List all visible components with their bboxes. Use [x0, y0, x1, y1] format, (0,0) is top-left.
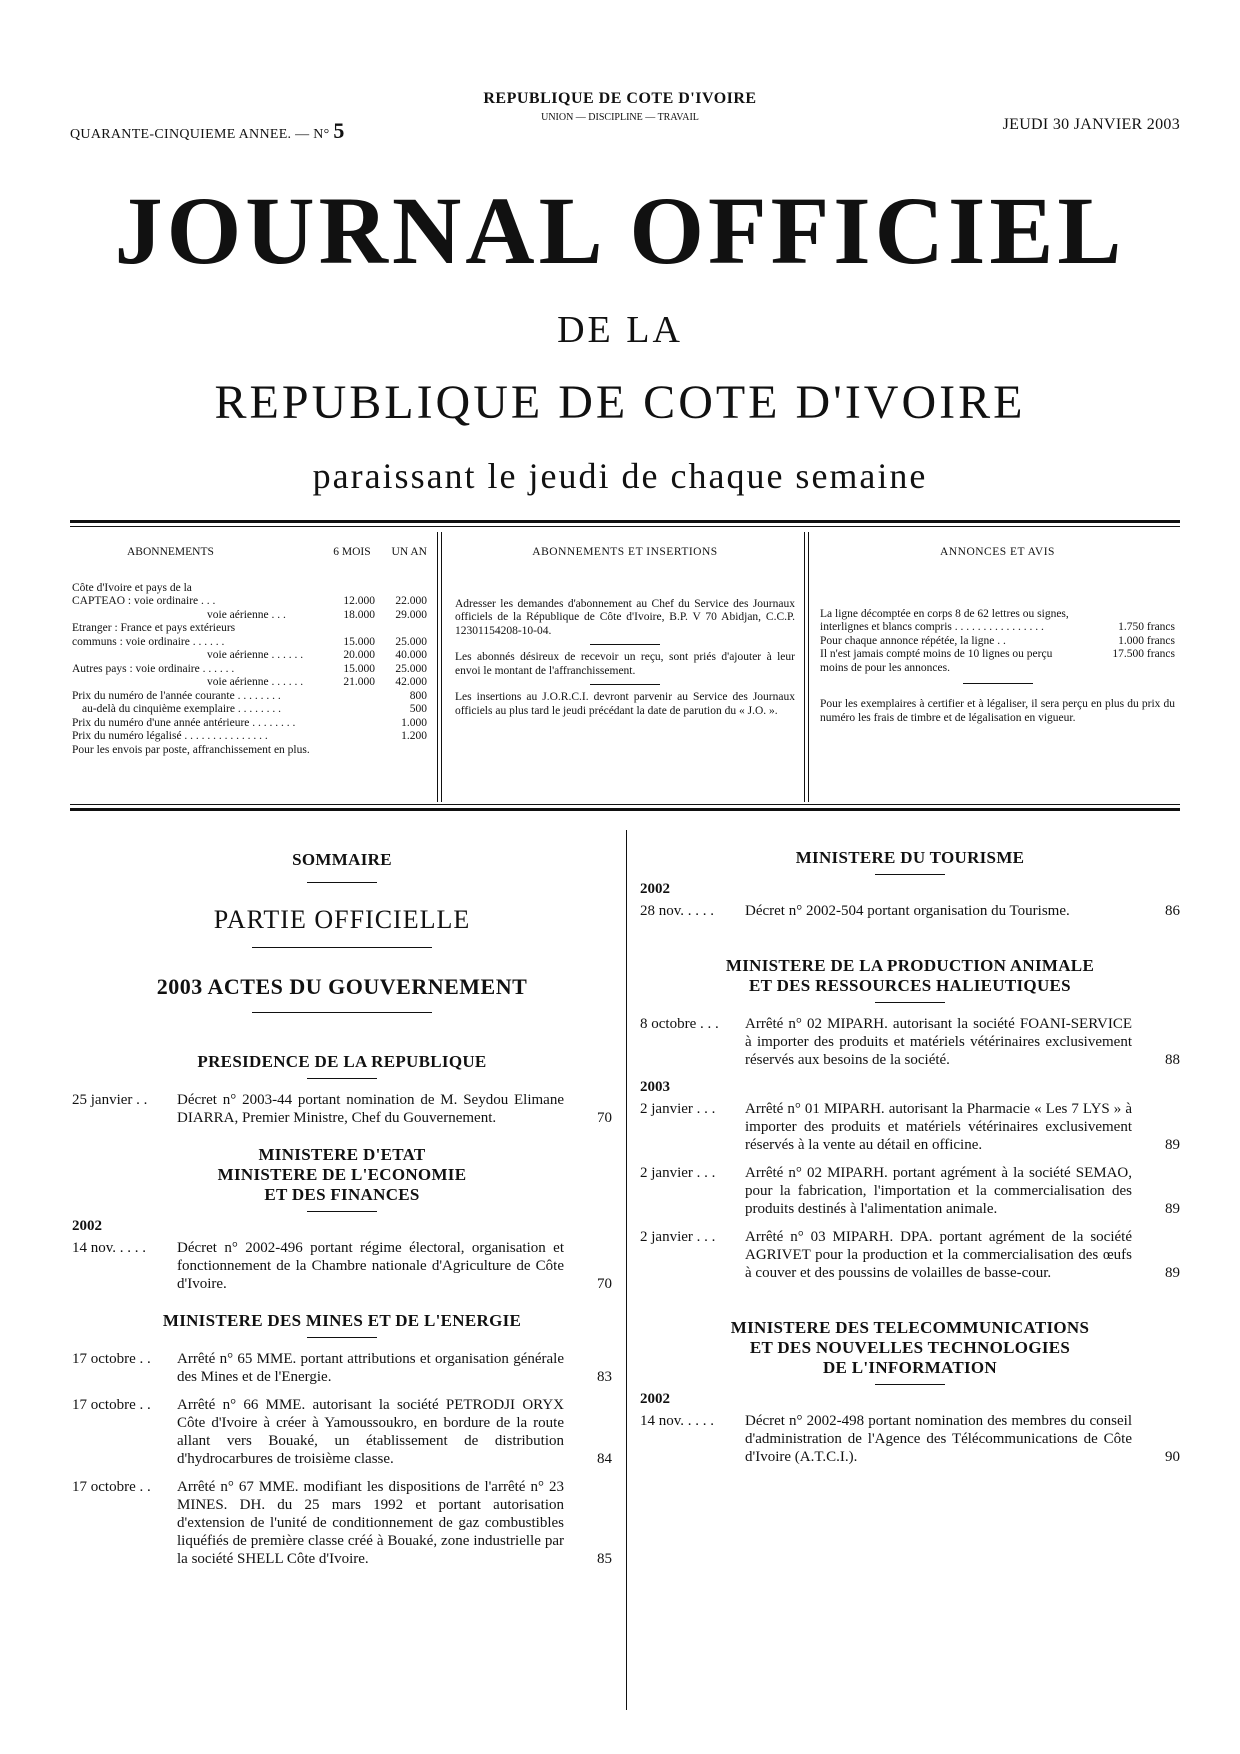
- toc-section-rule: [307, 1337, 377, 1338]
- toc-section-title: [72, 1052, 612, 1072]
- toc-entry-page: 70: [597, 1110, 612, 1126]
- actes-gouvernement: 2003 ACTES DU GOUVERNEMENT: [156, 974, 528, 999]
- toc-entry-date: 28 nov. . . . .: [640, 903, 715, 919]
- toc-section-title-line: MINISTERE DES MINES ET DE L'ENERGIE: [162, 1311, 522, 1330]
- toc-left-column: [72, 1052, 612, 1578]
- toc-section-title-line: ET DES RESSOURCES HALIEUTIQUES: [749, 976, 1071, 995]
- toc-entry-date: 14 nov. . . . .: [72, 1240, 147, 1256]
- toc-entry-text: Arrêté n° 03 MIPARH. DPA. portant agrément de la société AGRIVET pour la production et la commercialisation des œufs à couver et des poussins de volailles de basse-cour.: [745, 1229, 1132, 1281]
- toc-section-title-line: MINISTERE D'ETAT: [258, 1145, 426, 1164]
- issue-date: JEUDI 30 JANVIER 2003: [1002, 116, 1180, 133]
- toc-entry[interactable]: [72, 1478, 612, 1568]
- subscription-row: [72, 622, 427, 636]
- subscription-an: 25.000: [395, 662, 427, 675]
- toc-section-title-line: ET DES NOUVELLES TECHNOLOGIES: [749, 1338, 1071, 1357]
- subscription-label: communs : voie ordinaire . . . . . .: [72, 635, 225, 648]
- partie-rule: [252, 947, 432, 948]
- republic-header: [420, 90, 820, 123]
- de-la: DE LA: [557, 309, 683, 351]
- toc-entry-date: 2 janvier . . .: [640, 1165, 716, 1181]
- toc-entry-text: Arrêté n° 02 MIPARH. portant agrément à la société SEMAO, pour la fabrication, l'importation et la commercialisation des produits destinés à l'alimentation animale.: [745, 1165, 1132, 1217]
- rule-top-thin: [70, 526, 1180, 527]
- toc-entry-page: 90: [1165, 1449, 1180, 1465]
- toc-section: [72, 1052, 612, 1127]
- col-6mois: 6 MOIS: [333, 546, 371, 558]
- subscription-an: 25.000: [395, 635, 427, 648]
- subscription-row: [72, 717, 427, 731]
- toc-entry[interactable]: [72, 1350, 612, 1386]
- subscriptions-rows: [72, 595, 427, 744]
- toc-right-column: [640, 848, 1180, 1476]
- toc-section-rule: [875, 1002, 945, 1003]
- toc-section-title-line: MINISTERE DES TELECOMMUNICATIONS: [730, 1318, 1090, 1337]
- insertions-rule-1: [590, 644, 660, 645]
- subscription-row: [72, 595, 427, 609]
- annonces-heading: ANNONCES ET AVIS: [940, 546, 1055, 558]
- toc-entry[interactable]: [72, 1396, 612, 1468]
- toc-entry[interactable]: [72, 1091, 612, 1127]
- annonces-l3: Il n'est jamais compté moins de 10 lignes ou perçu moins de pour les annonces.: [820, 648, 1053, 674]
- toc-entry-page: 70: [597, 1276, 612, 1292]
- toc-year: 2002: [640, 881, 670, 897]
- annonces-v1: 1.750 francs: [1118, 621, 1175, 633]
- toc-entry[interactable]: [640, 902, 1180, 920]
- subscription-6mois: [327, 703, 375, 717]
- box-divider-1: [437, 532, 438, 802]
- toc-entry-date: 25 janvier . .: [72, 1092, 148, 1108]
- subscription-6mois: 18.000: [343, 608, 375, 621]
- subscription-6mois: 21.000: [343, 676, 375, 688]
- subscription-an: 800: [409, 689, 427, 702]
- subscription-an: 1.000: [401, 716, 427, 729]
- toc-entry-date: 17 octobre . .: [72, 1351, 151, 1367]
- toc-section-title-line: MINISTERE DU TOURISME: [795, 848, 1025, 867]
- toc-section: [640, 956, 1180, 1282]
- toc-entry-text: Arrêté n° 65 MME. portant attributions et organisation générale des Mines et de l'Energie.: [177, 1351, 564, 1385]
- toc-entry-date: 8 octobre . . .: [640, 1016, 719, 1032]
- annonces-row-2: [820, 635, 1175, 649]
- col-an: UN AN: [391, 546, 427, 558]
- toc-entry-page: 89: [1165, 1137, 1180, 1153]
- toc-year: 2002: [640, 1391, 670, 1407]
- subscription-row: [72, 609, 427, 623]
- toc-section-title-line: DE L'INFORMATION: [822, 1358, 998, 1377]
- toc-year: 2003: [640, 1079, 670, 1095]
- annonces-p4: Pour les exemplaires à certifier et à légaliser, il sera perçu en plus du prix du numéro les frais de timbre et de légalisation en vigueur.: [820, 698, 1175, 724]
- subscription-label: Autres pays : voie ordinaire . . . . . .: [72, 662, 235, 675]
- toc-section-title-line: ET DES FINANCES: [264, 1185, 420, 1204]
- subscription-an: 1.200: [401, 730, 427, 742]
- subscriptions-box: [72, 546, 427, 757]
- box-divider-1b: [441, 532, 442, 802]
- annonces-v2: 1.000 francs: [1118, 634, 1175, 647]
- annonces-rule: [963, 683, 1033, 684]
- subscription-row: [72, 730, 427, 744]
- subscription-label: Etranger : France et pays extérieurs: [72, 622, 236, 634]
- annonces-row-3: [820, 648, 1175, 675]
- toc-entry-date: 14 nov. . . . .: [640, 1413, 715, 1429]
- subscription-6mois: [327, 730, 375, 744]
- toc-entry-page: 84: [597, 1451, 612, 1467]
- toc-section: [72, 1145, 612, 1293]
- partie-officielle: PARTIE OFFICIELLE: [213, 905, 471, 934]
- toc-section-title-line: MINISTERE DE L'ECONOMIE: [217, 1165, 467, 1184]
- toc-section-title: [640, 1318, 1180, 1378]
- toc-section-rule: [307, 1211, 377, 1212]
- box-divider-2: [804, 532, 805, 802]
- toc-entry-text: Décret n° 2003-44 portant nomination de M. Seydou Elimane DIARRA, Premier Ministre, Chef du Gouvernement.: [177, 1092, 564, 1126]
- subscription-label: voie aérienne . . . . . .: [207, 649, 304, 661]
- subscription-6mois: 15.000: [343, 635, 375, 648]
- subscription-label: voie aérienne . . . . . .: [207, 676, 304, 688]
- toc-section: [72, 1311, 612, 1568]
- country-name: REPUBLIQUE DE COTE D'IVOIRE: [214, 376, 1026, 429]
- insertions-rule-2: [590, 684, 660, 685]
- subscription-an: 500: [409, 703, 427, 715]
- toc-entry-date: 17 octobre . .: [72, 1397, 151, 1413]
- toc-entry-text: Arrêté n° 02 MIPARH. autorisant la société FOANI-SERVICE à importer des produits et matériels vétérinaires exclusivement réservés aux besoins de la société.: [745, 1016, 1132, 1068]
- toc-entry-page: 83: [597, 1369, 612, 1385]
- toc-entry-text: Décret n° 2002-496 portant régime électoral, organisation et fonctionnement de la Chambre nationale d'Agriculture de Côte d'Ivoire.: [177, 1240, 564, 1292]
- annonces-l1: La ligne décomptée en corps 8 de 62 lettres ou signes, interlignes et blancs compris . . . . . . . . . . . . . . . .: [820, 607, 1069, 633]
- subscription-label: voie aérienne . . .: [207, 608, 286, 621]
- toc-section: [640, 848, 1180, 920]
- subscription-an: [375, 622, 427, 636]
- subscription-row: [72, 676, 427, 690]
- subscription-label: Prix du numéro légalisé . . . . . . . . . . . . . . .: [72, 730, 268, 742]
- rule-bottom-thin: [70, 804, 1180, 805]
- subscription-row: [72, 703, 427, 717]
- subscription-label: Prix du numéro de l'année courante . . . . . . . .: [72, 689, 281, 702]
- toc-entry-date: 17 octobre . .: [72, 1479, 151, 1495]
- subscriptions-heading: ABONNEMENTS: [127, 546, 214, 558]
- subscriptions-footer: Pour les envois par poste, affranchissement en plus.: [72, 743, 310, 756]
- subscription-an: 42.000: [395, 676, 427, 688]
- toc-entry-text: Décret n° 2002-498 portant nomination des membres du conseil d'administration de l'Agence des Télécommunications de Côte d'Ivoire (A.T.C.I.).: [745, 1413, 1132, 1465]
- issue-number: 5: [333, 118, 345, 143]
- actes-rule: [252, 1012, 432, 1013]
- subscription-an: 29.000: [395, 608, 427, 621]
- toc-section: [640, 1318, 1180, 1466]
- subscription-6mois: 12.000: [343, 595, 375, 607]
- toc-entry-text: Arrêté n° 01 MIPARH. autorisant la Pharmacie « Les 7 LYS » à importer des produits et matériels vétérinaires exclusivement réservés à la vente au détail en officine.: [745, 1101, 1132, 1153]
- subscription-row: [72, 636, 427, 650]
- journal-title: JOURNAL OFFICIEL: [114, 177, 1126, 284]
- toc-entry[interactable]: [640, 1412, 1180, 1466]
- toc-entry-date: 2 janvier . . .: [640, 1229, 716, 1245]
- subscription-6mois: 15.000: [343, 662, 375, 675]
- subscription-an: 22.000: [395, 595, 427, 607]
- sommaire-heading: SOMMAIRE: [292, 850, 392, 869]
- annonces-v3: 17.500 francs: [1112, 648, 1175, 660]
- subscription-6mois: 20.000: [343, 649, 375, 661]
- toc-section-rule: [307, 1078, 377, 1079]
- toc-entry-text: Décret n° 2002-504 portant organisation du Tourisme.: [745, 903, 1070, 919]
- toc-entry[interactable]: [640, 1015, 1180, 1069]
- subscription-an: 40.000: [395, 649, 427, 661]
- motto: UNION — DISCIPLINE — TRAVAIL: [541, 112, 699, 123]
- rule-bottom: [70, 808, 1180, 811]
- toc-section-title-line: MINISTERE DE LA PRODUCTION ANIMALE: [725, 956, 1095, 975]
- box-divider-2b: [808, 532, 809, 802]
- toc-section-title: [640, 848, 1180, 868]
- subscription-6mois: [327, 622, 375, 636]
- edition-line: [70, 118, 345, 144]
- toc-entry-date: 2 janvier . . .: [640, 1101, 716, 1117]
- toc-entry-page: 89: [1165, 1265, 1180, 1281]
- republic-name: REPUBLIQUE DE COTE D'IVOIRE: [483, 90, 757, 107]
- column-divider: [626, 830, 627, 1710]
- subscription-label: au-delà du cinquième exemplaire . . . . . . . .: [82, 703, 281, 715]
- toc-section-title: [72, 1145, 612, 1205]
- insertions-p2: Les abonnés désireux de recevoir un reçu, sont priés d'ajouter à leur envoi le montant de l'affranchissement.: [455, 651, 795, 677]
- toc-year: 2002: [72, 1218, 102, 1234]
- toc-section-title: [640, 956, 1180, 996]
- insertions-box: [455, 546, 795, 718]
- toc-entry-page: 89: [1165, 1201, 1180, 1217]
- sommaire-rule: [307, 882, 377, 883]
- subscription-label: Prix du numéro d'une année antérieure . . . . . . . .: [72, 716, 296, 729]
- subscription-label: CAPTEAO : voie ordinaire . . .: [72, 595, 216, 607]
- toc-section-rule: [875, 1384, 945, 1385]
- toc-entry[interactable]: [640, 1164, 1180, 1218]
- toc-entry-text: Arrêté n° 66 MME. autorisant la société PETRODJI ORYX Côte d'Ivoire à créer à Yamoussoukro, en bordure de la route allant vers Bouaké, un établissement de distribution d'hydrocarbures de troisième classe.: [177, 1397, 564, 1467]
- sommaire-header: [72, 850, 612, 1013]
- toc-entry-page: 85: [597, 1551, 612, 1567]
- annonces-l2: Pour chaque annonce répétée, la ligne . .: [820, 634, 1006, 647]
- toc-section-rule: [875, 874, 945, 875]
- toc-entry-text: Arrêté n° 67 MME. modifiant les dispositions de l'arrêté n° 23 MINES. DH. du 25 mars 1992 et portant autorisation d'extension de l'unité de conditionnement de gaz combustibles liquéfiés de première classe créé à Bouaké, zone industrielle par la société SHELL Côte d'Ivoire.: [177, 1479, 564, 1567]
- subscription-row: [72, 690, 427, 704]
- subscription-6mois: [327, 717, 375, 731]
- edition-label: QUARANTE-CINQUIEME ANNEE. — N°: [70, 127, 330, 142]
- toc-entry[interactable]: [640, 1100, 1180, 1154]
- frequency: paraissant le jeudi de chaque semaine: [312, 456, 928, 496]
- toc-section-title-line: PRESIDENCE DE LA REPUBLIQUE: [197, 1052, 487, 1071]
- subscriptions-header-row: [72, 546, 427, 560]
- insertions-p3: Les insertions au J.O.R.C.I. devront parvenir au Service des Journaux officiels au plus tard le jeudi précédant la date de parution du « J.O. ».: [455, 691, 795, 717]
- toc-section-title: [72, 1311, 612, 1331]
- toc-entry-page: 88: [1165, 1052, 1180, 1068]
- subscription-6mois: [327, 690, 375, 704]
- annonces-row-1: [820, 608, 1175, 635]
- subscriptions-intro: Côte d'Ivoire et pays de la: [72, 581, 192, 594]
- toc-entry[interactable]: [640, 1228, 1180, 1282]
- toc-entry-page: 86: [1165, 903, 1180, 919]
- insertions-p1: Adresser les demandes d'abonnement au Chef du Service des Journaux officiels de la République de Côte d'Ivoire, B.P. V 70 Abidjan, C.C.P. 12301154208-10-04.: [455, 597, 795, 637]
- subscription-row: [72, 663, 427, 677]
- rule-top: [70, 520, 1180, 523]
- insertions-heading: ABONNEMENTS ET INSERTIONS: [532, 546, 718, 558]
- annonces-box: [820, 546, 1175, 725]
- toc-entry[interactable]: [72, 1239, 612, 1293]
- subscription-row: [72, 649, 427, 663]
